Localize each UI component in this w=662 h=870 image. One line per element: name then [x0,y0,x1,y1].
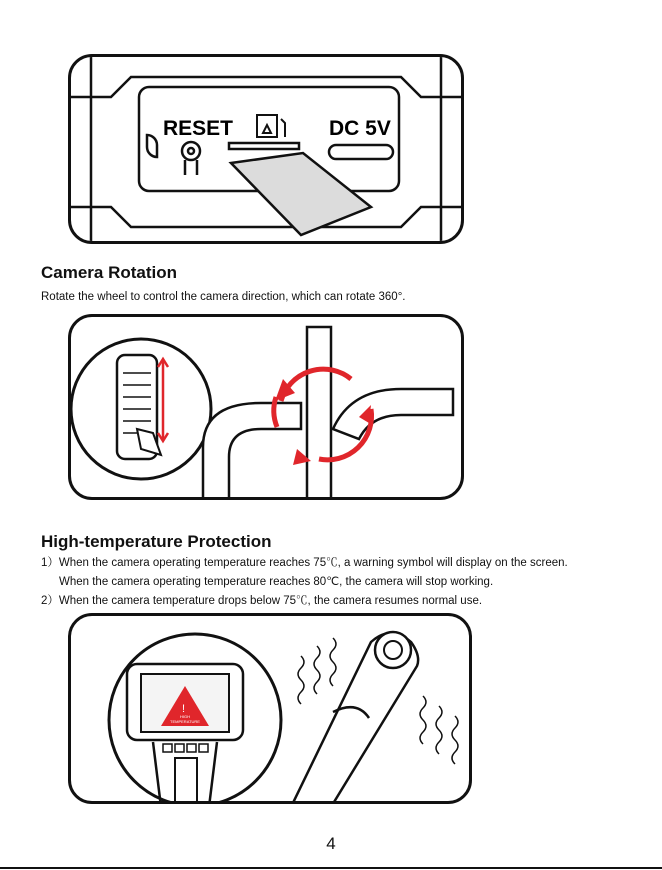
high-temperature-illustration [68,613,472,804]
warning-text-line2: TEMPERATURE [170,719,200,724]
list-item: 1）When the camera operating temperature reaches 75℃, a warning symbol will display on the screen. [41,557,568,569]
camera-rotation-illustration [68,314,464,500]
list-item: 2）When the camera temperature drops below 75℃, the camera resumes normal use. [41,595,483,607]
rotation-description: Rotate the wheel to control the camera direction, which can rotate 360°. [41,291,406,303]
list-item: When the camera operating temperature reaches 80℃, the camera will stop working. [59,576,494,588]
dc-port-label: DC 5V [329,117,391,140]
high-temperature-list [41,554,568,611]
dc-port [329,145,393,159]
warning-text-line1: HIGH [180,714,190,719]
section-title-high-temperature: High-temperature Protection [41,532,272,551]
sd-card-icon [257,115,285,137]
device-ports-drawing [71,57,464,244]
high-temperature-drawing [71,616,472,804]
sd-card [231,153,371,235]
reset-label: RESET [163,117,234,140]
device-ports-illustration [68,54,464,244]
reset-button-icon [182,142,200,175]
bottom-divider [0,867,662,869]
page-number: 4 [326,834,336,853]
device-grip [175,758,197,804]
section-title-camera-rotation: Camera Rotation [41,263,178,282]
camera-rotation-drawing [71,317,464,500]
svg-text:!: ! [182,703,186,715]
sd-card-slot [229,143,299,149]
